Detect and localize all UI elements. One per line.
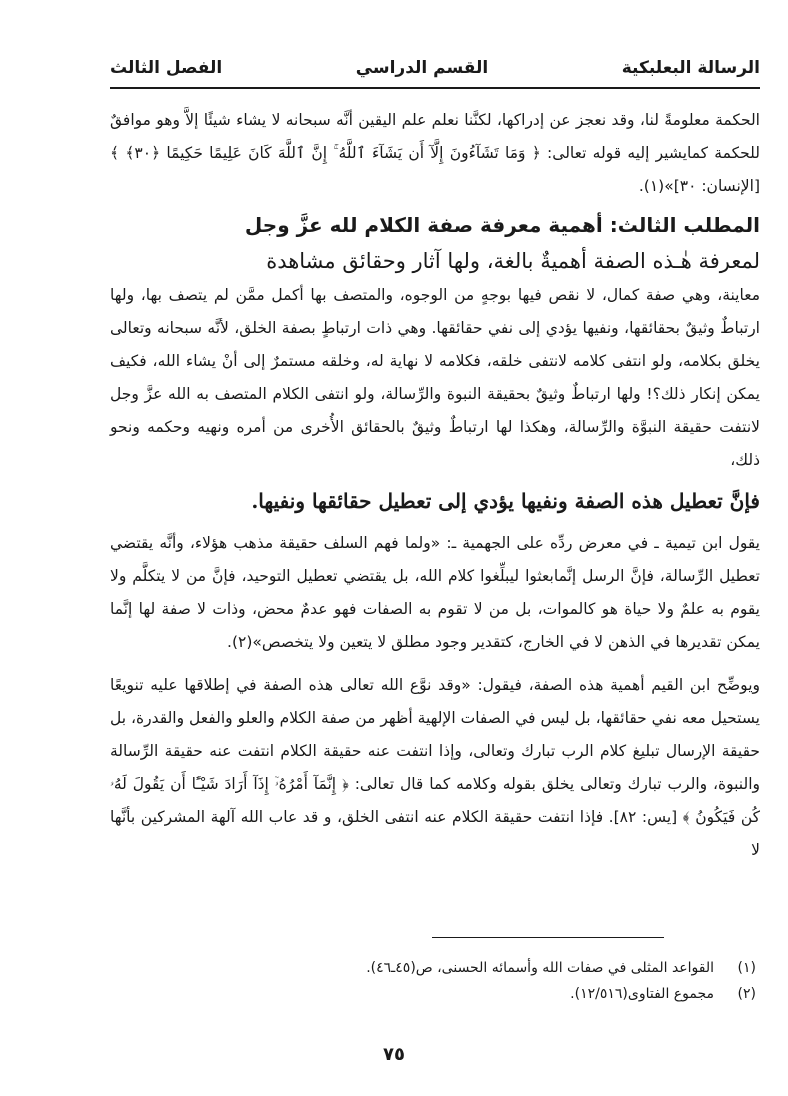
page-number: ٧٥ (383, 1044, 405, 1065)
footnotes (110, 955, 756, 1007)
footnote-number: (١) (737, 960, 756, 976)
footnote-divider (432, 937, 664, 938)
section-heading: المطلب الثالث: أهمية معرفة صفة الكلام لله عزَّ وجل (244, 213, 760, 237)
header-book-title: الرسالة البعلبكية (621, 58, 760, 78)
header-chapter-title: الفصل الثالث (110, 58, 223, 78)
paragraph-1: الحكمة معلومةً لنا، وقد نعجز عن إدراكها، لكنَّنا نعلم علم اليقين أنَّه سبحانه لا يشاء شيئًا إلاَّ وهو موافقٌ للحكمة كمايشير إليه قوله تعالى: ﴿ وَمَا تَشَآءُونَ إِلَّآ أَن يَشَآءَ ٱللَّهُ ۚ إِنَّ ٱللَّهَ كَانَ عَلِيمًا حَكِيمًا ﴿٣٠﴾ ﴾[الإنسان: ٣٠]»(١). (110, 111, 760, 195)
footnote-text: القواعد المثلى في صفات الله وأسمائه الحسنى، ص(٤٥ـ٤٦). (366, 960, 714, 976)
footnote-number: (٢) (737, 986, 756, 1002)
header-divider (110, 87, 760, 89)
paragraph-3: يقول ابن تيمية ـ في معرض ردِّه على الجهمية ـ: «ولما فهم السلف حقيقة مذهب هؤلاء، وأنَّه يقتضي تعطيل الرِّسالة، فإنَّ الرسل إنَّمابعثوا ليبلِّغوا كلام الله، بل يقتضي تعطيل التوحيد، فإنَّ من لا يتكلَّم ولا يقوم به علمٌ ولا حياة هو كالموات، بل من لا تقوم به الصفات فهو عدمٌ محض، وذات لا صفة لها إنَّما يمكن تقديرها في الذهن لا في الخارج، كتقدير وجود مطلق لا يتعين ولا يتخصص»(٢). (110, 534, 760, 651)
page-body (110, 104, 760, 867)
paragraph-4: ويوضِّح ابن القيم أهمية هذه الصفة، فيقول: «وقد نوَّع الله تعالى هذه الصفة في إطلاقها عليه تنويعًا يستحيل معه نفي حقائقها، بل ليس في الصفات الإلهية أظهر من صفة الكلام والعلو والفعل والقدرة، بل حقيقة الإرسال تبليغ كلام الرب تبارك وتعالى، وإذا انتفت عنه حقيقة الكلام انتفت عنه حقيقة الرِّسالة والنبوة، والرب تبارك وتعالى يخلق بقوله وكلامه كما قال تعالى: ﴿ إِنَّمَآ أَمْرُهُۥٓ إِذَآ أَرَادَ شَيْـًٔا أَن يَقُولَ لَهُۥ كُن فَيَكُونُ ﴾ [يس: ٨٢]. فإذا انتفت حقيقة الكلام عنه انتفى الخلق، و قد عاب الله آلهة المشركين بأنَّها لا (110, 676, 760, 859)
footnote-text: مجموع الفتاوى(١٢/٥١٦). (570, 986, 714, 1002)
emphasis-line: فإنَّ تعطيل هذه الصفة ونفيها يؤدي إلى تعطيل حقائقها ونفيها. (251, 489, 760, 513)
footnote-item (110, 955, 756, 981)
header-section-title: القسم الدراسي (355, 58, 489, 78)
paragraph-2: معاينة، وهي صفة كمال، لا نقص فيها بوجهٍ من الوجوه، والمتصف بها أكمل ممَّن لم يتصف بها، ولها ارتباطٌ وثيقٌ بحقائقها، ونفيها يؤدي إلى نفي حقائقها. وهي ذات ارتباطٍ بصفة الخلق، لأنَّه سبحانه وتعالى يخلق بكلامه، ولو انتفى كلامه لانتفى خلقه، فكلامه لا نهاية له، وخلقه مستمرٌ إلى أنْ يشاء الله، فكيف يمكن إنكار ذلك؟! ولها ارتباطٌ وثيقٌ بحقيقة النبوة والرِّسالة، ولو انتفى الكلام المتصف به الله عزَّ وجل لانتفت حقيقة النبوَّة والرِّسالة، وهكذا لها ارتباطٌ وثيقٌ بالحقائق الأُخرى من أمره ونهيه وحكمه ونحو ذلك، (110, 286, 760, 469)
footnote-item (110, 981, 756, 1007)
lead-line: لمعرفة هٰـذه الصفة أهميةٌ بالغة، ولها آثار وحقائق مشاهدة (266, 249, 760, 273)
running-header (110, 55, 760, 81)
